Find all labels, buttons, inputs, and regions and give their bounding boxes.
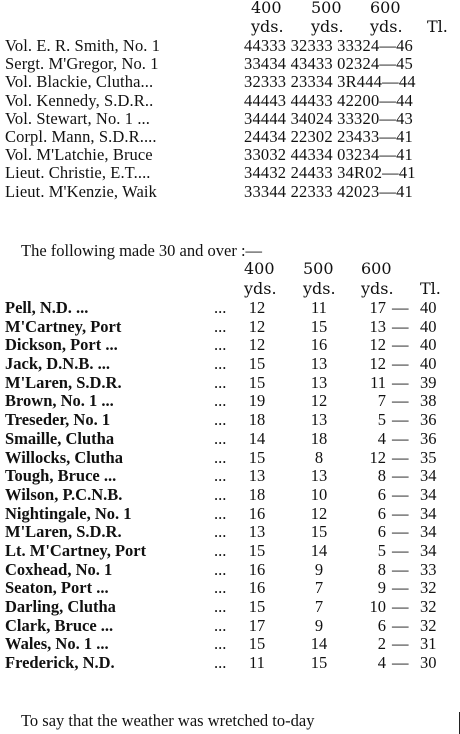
table-row <box>0 317 460 336</box>
leader-dots: ... <box>214 410 227 430</box>
table-row <box>0 55 460 73</box>
competitor-name: Vol. E. R. Smith, No. 1 <box>5 36 161 55</box>
table2-body <box>0 298 460 672</box>
dash: — <box>392 484 409 504</box>
dash: — <box>392 410 409 430</box>
dash: — <box>392 354 409 374</box>
score-600: 17 <box>369 298 386 317</box>
dash: — <box>392 298 409 317</box>
section-subheading: The following made 30 and over :— <box>21 241 263 260</box>
score-400: 14 <box>248 428 266 448</box>
competitor-name: M'Cartney, Port <box>5 316 122 336</box>
table-row <box>0 522 460 541</box>
score-400: 17 <box>248 615 266 635</box>
score-600: 13 <box>369 316 386 336</box>
competitor-name: Lieut. Christie, E.T.... <box>5 163 151 183</box>
table-row <box>0 429 460 448</box>
score-500: 13 <box>310 354 328 374</box>
competitor-name: Smaille, Clutha <box>5 428 115 448</box>
competitor-name: Treseder, No. 1 <box>5 410 111 430</box>
score-total: 40 <box>420 335 437 355</box>
score-500: 13 <box>310 410 328 430</box>
score-600: 6 <box>377 522 386 542</box>
table-row <box>0 653 460 672</box>
score-total: 35 <box>420 447 437 467</box>
leader-dots: ... <box>214 578 227 598</box>
table-row <box>0 335 460 354</box>
leader-dots: ... <box>214 522 227 542</box>
table-row <box>0 146 460 164</box>
table2-unit-400: yds. <box>244 279 277 298</box>
table2-unit-600: yds. <box>361 279 394 298</box>
score-500: 7 <box>314 597 324 616</box>
leader-dots: ... <box>214 484 227 504</box>
table1-unit-total: Tl. <box>427 17 448 36</box>
competitor-name: Brown, No. 1 ... <box>5 391 114 411</box>
score-600: 6 <box>377 484 386 504</box>
leader-dots: ... <box>214 298 227 317</box>
score-500: 11 <box>311 298 327 317</box>
competitor-name: M'Laren, S.D.R. <box>5 522 122 542</box>
dash: — <box>392 466 409 486</box>
dash: — <box>392 503 409 523</box>
score-600: 6 <box>377 615 386 635</box>
score-600: 12 <box>369 354 386 374</box>
score-400: 12 <box>248 298 266 317</box>
dash: — <box>392 615 409 635</box>
table-row <box>0 578 460 597</box>
score-400: 18 <box>248 484 266 504</box>
score-600: 11 <box>370 372 386 392</box>
score-400: 15 <box>248 372 266 392</box>
table-row <box>0 183 460 201</box>
competitor-name: Wales, No. 1 ... <box>5 634 109 654</box>
dash: — <box>392 540 409 560</box>
table-row <box>0 485 460 504</box>
score-600: 10 <box>369 597 386 616</box>
table-row <box>0 298 460 317</box>
table1-unit-400: yds. <box>251 17 284 36</box>
table2-unit-500: yds. <box>303 279 336 298</box>
leader-dots: ... <box>214 372 227 392</box>
leader-dots: ... <box>214 316 227 336</box>
score-600: 4 <box>377 653 386 673</box>
table2-range-400: 400 <box>244 259 275 278</box>
leader-dots: ... <box>214 540 227 560</box>
leader-dots: ... <box>214 354 227 374</box>
table-row <box>0 634 460 653</box>
score-400: 15 <box>248 447 266 467</box>
score-400: 12 <box>248 316 266 336</box>
score-500: 18 <box>310 428 328 448</box>
score-600: 2 <box>377 634 386 654</box>
competitor-name: Lt. M'Cartney, Port <box>5 540 147 560</box>
competitor-name: M'Laren, S.D.R. <box>5 372 122 392</box>
dash: — <box>392 335 409 355</box>
competitor-name: Frederick, N.D. <box>5 653 115 673</box>
table2-unit-total: Tl. <box>420 279 441 298</box>
score-600: 8 <box>377 559 386 579</box>
score-total: 32 <box>420 615 437 635</box>
table-row <box>0 616 460 635</box>
score-total: 31 <box>420 634 437 654</box>
dash: — <box>392 316 409 336</box>
score-500: 9 <box>314 559 324 579</box>
competitor-name: Clark, Bruce ... <box>5 615 114 635</box>
score-total: 32 <box>420 597 437 616</box>
dash: — <box>392 428 409 448</box>
dash: — <box>392 578 409 598</box>
score-total: 40 <box>420 298 437 317</box>
dash: — <box>392 447 409 467</box>
score-line: 33434 43433 02324—45 <box>244 54 413 74</box>
score-line: 24434 22302 23433—41 <box>244 126 413 146</box>
footer-paragraph: To say that the weather was wretched to-day <box>21 711 315 730</box>
score-line: 44333 32333 33324—46 <box>244 36 413 55</box>
score-total: 34 <box>420 540 437 560</box>
score-500: 15 <box>310 316 328 336</box>
score-total: 34 <box>420 503 437 523</box>
score-total: 40 <box>420 316 437 336</box>
score-total: 33 <box>420 559 437 579</box>
score-total: 34 <box>420 522 437 542</box>
score-400: 16 <box>248 559 266 579</box>
score-total: 36 <box>420 428 437 448</box>
competitor-name: Vol. Kennedy, S.D.R.. <box>5 90 154 110</box>
score-total: 32 <box>420 578 437 598</box>
table-row <box>0 504 460 523</box>
score-400: 18 <box>248 410 266 430</box>
leader-dots: ... <box>214 653 227 673</box>
leader-dots: ... <box>214 447 227 467</box>
dash: — <box>392 634 409 654</box>
dash: — <box>392 391 409 411</box>
competitor-name: Corpl. Mann, S.D.R.... <box>5 126 157 146</box>
score-500: 15 <box>310 653 328 673</box>
table-row <box>0 560 460 579</box>
table2-range-500: 500 <box>303 259 334 278</box>
leader-dots: ... <box>214 634 227 654</box>
competitor-name: Lieut. M'Kenzie, Waik <box>5 181 157 201</box>
score-600: 12 <box>369 447 386 467</box>
score-500: 15 <box>310 522 328 542</box>
score-600: 8 <box>377 466 386 486</box>
score-500: 14 <box>310 540 328 560</box>
table1-body <box>0 37 460 201</box>
score-500: 13 <box>310 466 328 486</box>
table-row <box>0 541 460 560</box>
score-400: 15 <box>248 354 266 374</box>
score-500: 8 <box>314 447 324 467</box>
dash: — <box>392 372 409 392</box>
score-line: 33344 22333 42023—41 <box>244 181 413 201</box>
table-row <box>0 391 460 410</box>
table-row <box>0 373 460 392</box>
competitor-name: Seaton, Port ... <box>5 578 109 598</box>
score-400: 16 <box>248 503 266 523</box>
table-row <box>0 73 460 91</box>
competitor-name: Tough, Bruce ... <box>5 466 117 486</box>
score-500: 16 <box>310 335 328 355</box>
score-line: 32333 23334 3R444—44 <box>244 72 416 92</box>
table1-unit-600: yds. <box>370 17 403 36</box>
table-row <box>0 354 460 373</box>
score-400: 13 <box>248 522 266 542</box>
leader-dots: ... <box>214 466 227 486</box>
table-row <box>0 164 460 182</box>
leader-dots: ... <box>214 597 227 616</box>
competitor-name: Pell, N.D. ... <box>5 298 89 317</box>
leader-dots: ... <box>214 428 227 448</box>
score-500: 12 <box>310 503 328 523</box>
leader-dots: ... <box>214 335 227 355</box>
table-row <box>0 466 460 485</box>
score-600: 7 <box>377 391 386 411</box>
score-400: 19 <box>248 391 266 411</box>
competitor-name: Jack, D.N.B. ... <box>5 354 110 374</box>
score-600: 9 <box>377 578 386 598</box>
score-500: 9 <box>314 615 324 635</box>
table-row <box>0 128 460 146</box>
table1-range-500: 500 <box>311 0 342 17</box>
score-500: 12 <box>310 391 328 411</box>
table1-range-600: 600 <box>370 0 401 17</box>
score-500: 14 <box>310 634 328 654</box>
score-500: 7 <box>314 578 324 598</box>
competitor-name: Vol. Blackie, Clutha... <box>5 72 154 92</box>
table-row <box>0 410 460 429</box>
leader-dots: ... <box>214 559 227 579</box>
table-row <box>0 37 460 55</box>
score-600: 5 <box>377 410 386 430</box>
dash: — <box>392 653 409 673</box>
competitor-name: Vol. M'Latchie, Bruce <box>5 145 153 165</box>
score-total: 34 <box>420 484 437 504</box>
score-line: 44443 44433 42200—44 <box>244 90 413 110</box>
score-line: 34444 34024 33320—43 <box>244 108 413 128</box>
competitor-name: Willocks, Clutha <box>5 447 123 467</box>
score-600: 6 <box>377 503 386 523</box>
score-500: 10 <box>310 484 328 504</box>
score-line: 33032 44334 03234—41 <box>244 145 413 165</box>
score-total: 39 <box>420 372 437 392</box>
leader-dots: ... <box>214 503 227 523</box>
table-row <box>0 597 460 616</box>
score-total: 40 <box>420 354 437 374</box>
table-row <box>0 448 460 467</box>
score-400: 13 <box>248 466 266 486</box>
score-400: 12 <box>248 335 266 355</box>
score-400: 16 <box>248 578 266 598</box>
score-600: 5 <box>377 540 386 560</box>
leader-dots: ... <box>214 615 227 635</box>
score-total: 36 <box>420 410 437 430</box>
score-total: 34 <box>420 466 437 486</box>
table-row <box>0 110 460 128</box>
leader-dots: ... <box>214 391 227 411</box>
dash: — <box>392 597 409 616</box>
score-total: 30 <box>420 653 437 673</box>
competitor-name: Coxhead, No. 1 <box>5 559 113 579</box>
table1-range-400: 400 <box>251 0 282 17</box>
competitor-name: Darling, Clutha <box>5 597 116 616</box>
score-500: 13 <box>310 372 328 392</box>
dash: — <box>392 522 409 542</box>
score-400: 11 <box>249 653 265 673</box>
competitor-name: Wilson, P.C.N.B. <box>5 484 123 504</box>
score-400: 15 <box>248 634 266 654</box>
competitor-name: Sergt. M'Gregor, No. 1 <box>5 54 159 74</box>
table2-range-600: 600 <box>361 259 392 278</box>
dash: — <box>392 559 409 579</box>
score-400: 15 <box>248 597 266 616</box>
score-600: 4 <box>377 428 386 448</box>
competitor-name: Dickson, Port ... <box>5 335 118 355</box>
score-600: 12 <box>369 335 386 355</box>
competitor-name: Vol. Stewart, No. 1 ... <box>5 108 150 128</box>
competitor-name: Nightingale, No. 1 <box>5 503 132 523</box>
score-total: 38 <box>420 391 437 411</box>
score-400: 15 <box>248 540 266 560</box>
table1-unit-500: yds. <box>311 17 344 36</box>
score-line: 34432 24433 34R02—41 <box>244 163 416 183</box>
table-row <box>0 92 460 110</box>
